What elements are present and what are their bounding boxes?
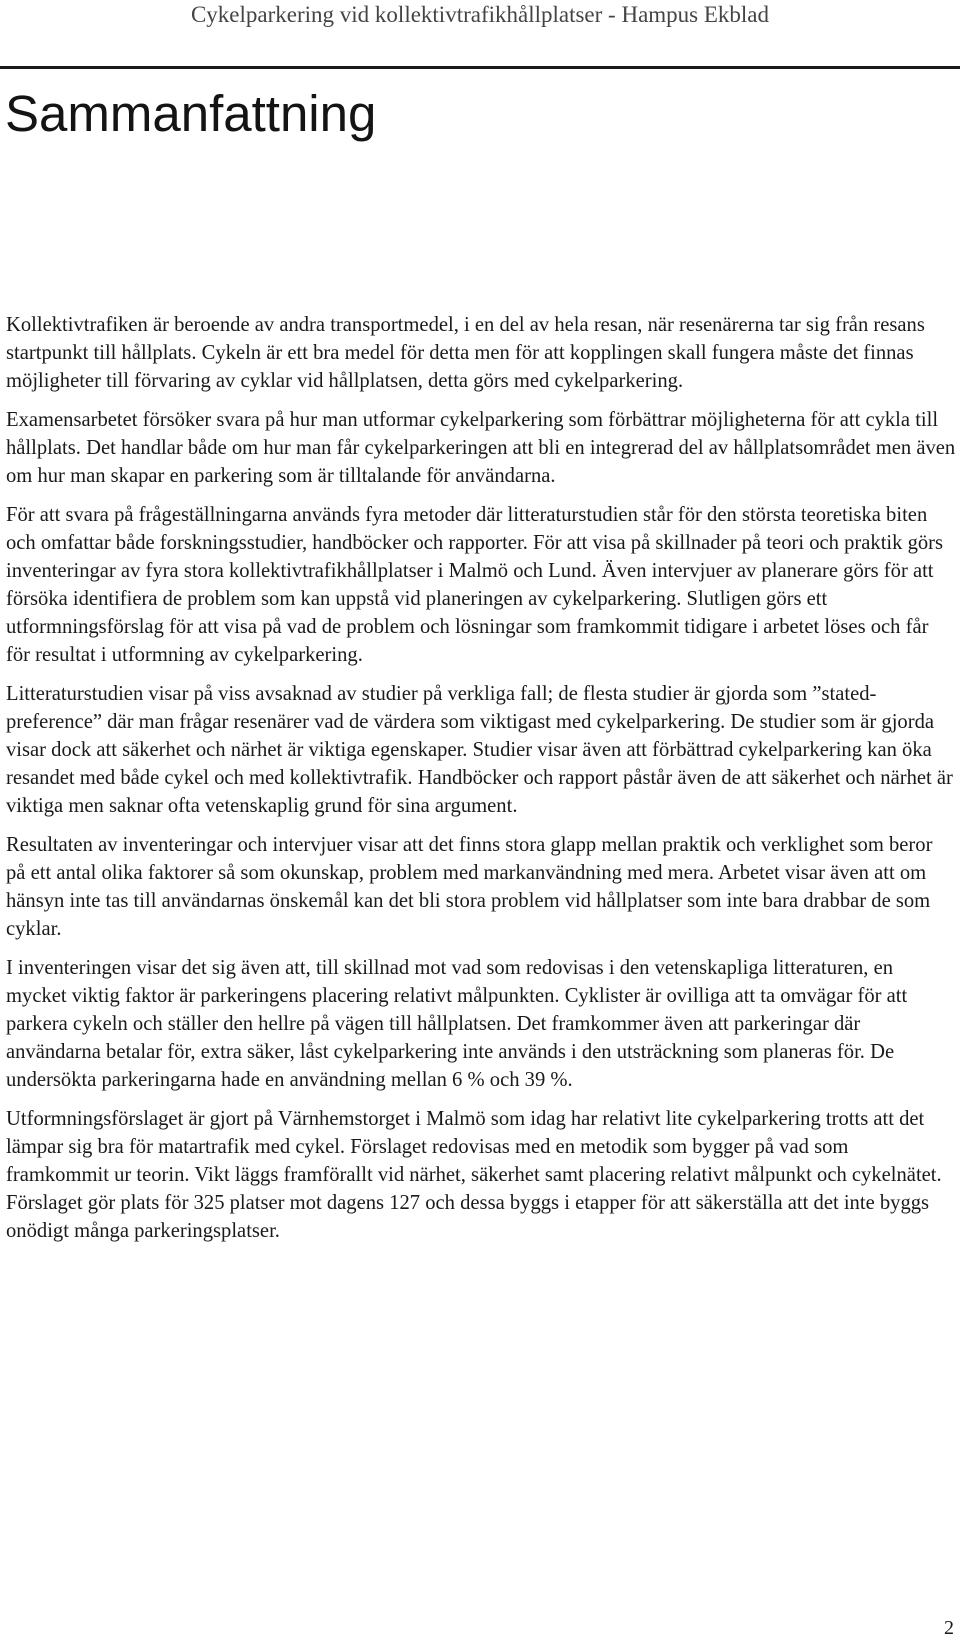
- page-number: 2: [944, 1617, 954, 1639]
- running-header: Cykelparkering vid kollektivtrafikhållplatser - Hampus Ekblad: [190, 2, 770, 27]
- summary-body: [6, 311, 956, 1256]
- paragraph-1: Kollektivtrafiken är beroende av andra transportmedel, i en del av hela resan, när resenärerna tar sig från resans startpunkt till hållplats. Cykeln är ett bra medel för detta men för att kopplingen skall fungera måste det finnas möjligheter till förvaring av cyklar vid hållplatsen, detta görs med cykelparkering.: [6, 314, 925, 392]
- paragraph-3: För att svara på frågeställningarna används fyra metoder där litteraturstudien står för den största teoretiska biten och omfattar både forskningsstudier, handböcker och rapporter. För att visa på skillnader på teori och praktik görs inventeringar av fyra stora kollektivtrafikhållplatser i Malmö och Lund. Även intervjuer av planerare görs för att försöka identifiera de problem som kan uppstå vid planeringen av cykelparkering. Slutligen görs ett utformningsförslag för att visa på vad de problem och lösningar som framkommit tidigare i arbetet löses och får för resultat i utformning av cykelparkering.: [6, 504, 944, 666]
- header-divider: [0, 66, 960, 69]
- paragraph-6: I inventeringen visar det sig även att, till skillnad mot vad som redovisas i den vetenskapliga litteraturen, en mycket viktig faktor är parkeringens placering relativt målpunkten. Cyklister är ovilliga att ta omvägar för att parkera cykeln och ställer den hellre på vägen till hållplatsen. Det framkommer även att parkeringar där användarna betalar för, extra säker, låst cykelparkering inte används i den utsträckning som planeras för. De undersökta parkeringarna hade en användning mellan 6 % och 39 %.: [6, 957, 908, 1091]
- paragraph-2: Examensarbetet försöker svara på hur man utformar cykelparkering som förbättrar möjligheterna för att cykla till hållplats. Det handlar både om hur man får cykelparkeringen att bli en integrerad del av hållplatsområdet men även om hur man skapar en parkering som är tilltalande för användarna.: [6, 409, 956, 487]
- paragraph-7: Utformningsförslaget är gjort på Värnhemstorget i Malmö som idag har relativt lite cykelparkering trotts att det lämpar sig bra för matartrafik med cykel. Förslaget redovisas med en metodik som bygger på vad som framkommit ur teorin. Vikt läggs framförallt vid närhet, säkerhet samt placering relativt målpunkt och cykelnätet. Förslaget gör plats för 325 platser mot dagens 127 och dessa byggs i etapper för att säkerställa att det inte byggs onödigt många parkeringsplatser.: [6, 1108, 942, 1242]
- paragraph-4: Litteraturstudien visar på viss avsaknad av studier på verkliga fall; de flesta studier är gjorda som ”stated-preference” där man frågar resenärer vad de värdera som viktigast med cykelparkering. De studier som är gjorda visar dock att säkerhet och närhet är viktiga egenskaper. Studier visar även att förbättrad cykelparkering kan öka resandet med både cykel och med kollektivtrafik. Handböcker och rapport påstår även de att säkerhet och närhet är viktiga men saknar ofta vetenskaplig grund för sina argument.: [6, 683, 953, 817]
- paragraph-5: Resultaten av inventeringar och intervjuer visar att det finns stora glapp mellan praktik och verklighet som beror på ett antal olika faktorer så som okunskap, problem med markanvändning med mera. Arbetet visar även att om hänsyn inte tas till användarnas önskemål kan det bli stora problem vid hållplatser som inte bara drabbar de som cyklar.: [6, 834, 933, 940]
- page-title: Sammanfattning: [5, 85, 377, 142]
